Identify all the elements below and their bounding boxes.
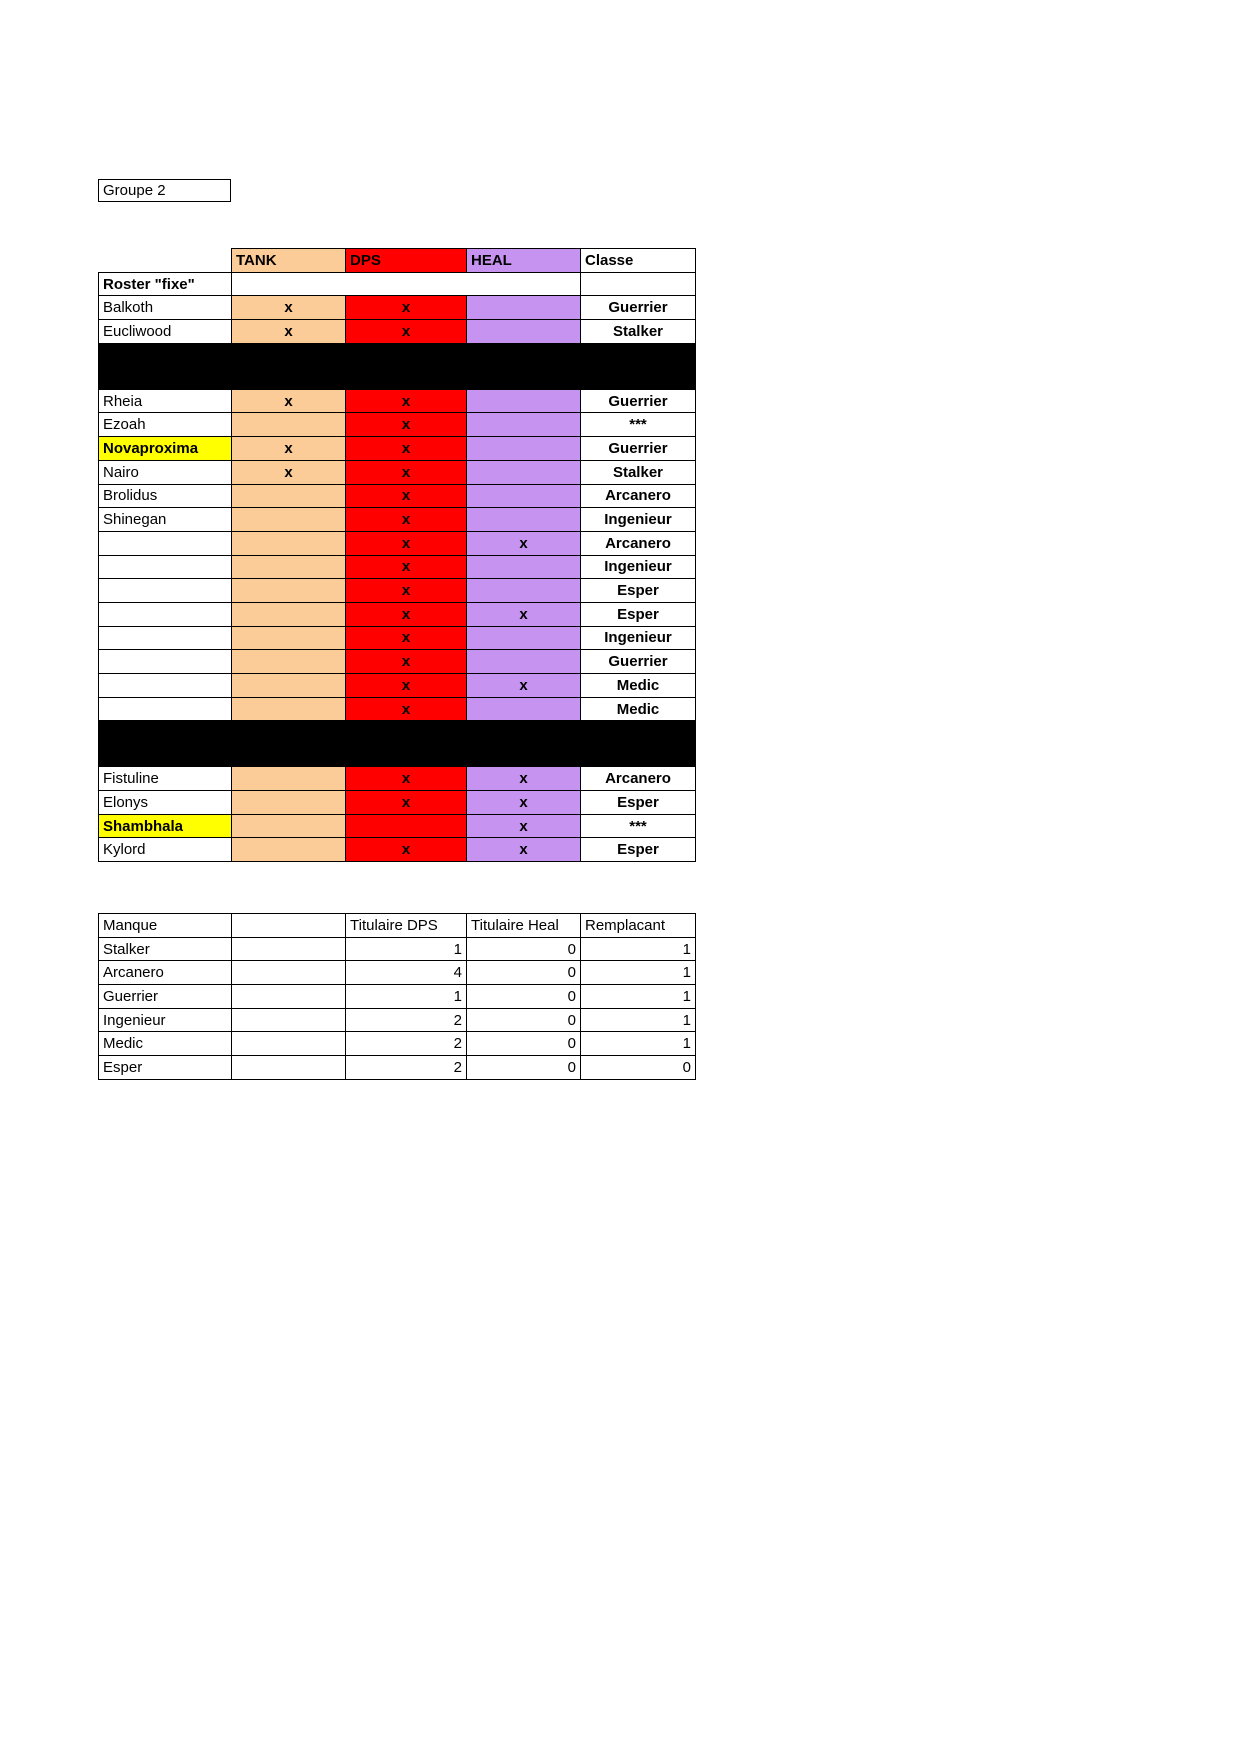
heal-mark-cell	[467, 389, 581, 413]
dps-mark-cell: x	[346, 296, 467, 320]
player-name-cell: Novaproxima	[99, 437, 232, 461]
classe-value-cell: Ingenieur	[581, 626, 696, 650]
redacted-row	[99, 721, 696, 767]
classe-value-cell: Guerrier	[581, 296, 696, 320]
header-tank: TANK	[232, 249, 346, 273]
classe-value-cell: Guerrier	[581, 437, 696, 461]
heal-mark-cell	[467, 508, 581, 532]
manque-class-cell: Guerrier	[99, 985, 232, 1009]
tank-mark-cell: x	[232, 389, 346, 413]
classe-value-cell: Medic	[581, 674, 696, 698]
heal-mark-cell	[467, 320, 581, 344]
heal-mark-cell	[467, 555, 581, 579]
dps-mark-cell: x	[346, 602, 467, 626]
dps-mark-cell: x	[346, 460, 467, 484]
manque-row	[99, 1056, 696, 1080]
heal-mark-cell: x	[467, 791, 581, 815]
player-name-cell: Rheia	[99, 389, 232, 413]
remplacant-cell: 1	[581, 985, 696, 1009]
header-heal: HEAL	[467, 249, 581, 273]
dps-mark-cell: x	[346, 626, 467, 650]
manque-table	[98, 913, 696, 1080]
player-name-cell	[99, 626, 232, 650]
classe-value-cell: Esper	[581, 602, 696, 626]
tank-mark-cell	[232, 531, 346, 555]
roster-player-row	[99, 460, 696, 484]
classe-value-cell: Esper	[581, 838, 696, 862]
dps-mark-cell	[346, 814, 467, 838]
roster-player-row	[99, 484, 696, 508]
tank-mark-cell	[232, 626, 346, 650]
titulaire-heal-cell: 0	[467, 1008, 581, 1032]
manque-class-cell: Stalker	[99, 937, 232, 961]
manque-header-titulaire-dps: Titulaire DPS	[346, 914, 467, 938]
tank-mark-cell	[232, 508, 346, 532]
heal-mark-cell	[467, 296, 581, 320]
dps-mark-cell: x	[346, 650, 467, 674]
player-name-cell: Balkoth	[99, 296, 232, 320]
tank-mark-cell	[232, 674, 346, 698]
manque-row	[99, 1032, 696, 1056]
header-classe: Classe	[581, 249, 696, 273]
roster-player-row	[99, 555, 696, 579]
manque-class-cell: Esper	[99, 1056, 232, 1080]
classe-value-cell: Guerrier	[581, 650, 696, 674]
roster-player-row	[99, 579, 696, 603]
titulaire-dps-cell: 4	[346, 961, 467, 985]
classe-value-cell: Arcanero	[581, 767, 696, 791]
redacted-cell	[99, 343, 696, 389]
dps-mark-cell: x	[346, 791, 467, 815]
roster-table	[98, 248, 696, 862]
player-name-cell	[99, 650, 232, 674]
tank-mark-cell	[232, 555, 346, 579]
player-name-cell	[99, 579, 232, 603]
remplacant-cell: 1	[581, 1032, 696, 1056]
player-name-cell: Shinegan	[99, 508, 232, 532]
dps-mark-cell: x	[346, 579, 467, 603]
classe-value-cell: Esper	[581, 791, 696, 815]
roster-player-row	[99, 791, 696, 815]
tank-mark-cell: x	[232, 437, 346, 461]
classe-value-cell: Stalker	[581, 460, 696, 484]
player-name-cell: Kylord	[99, 838, 232, 862]
classe-value-cell: Esper	[581, 579, 696, 603]
dps-mark-cell: x	[346, 413, 467, 437]
manque-class-cell: Arcanero	[99, 961, 232, 985]
heal-mark-cell	[467, 437, 581, 461]
manque-row	[99, 961, 696, 985]
classe-value-cell: ***	[581, 814, 696, 838]
dps-mark-cell: x	[346, 674, 467, 698]
tank-mark-cell	[232, 650, 346, 674]
manque-row	[99, 937, 696, 961]
tank-mark-cell	[232, 579, 346, 603]
remplacant-cell: 1	[581, 937, 696, 961]
group-title-box: Groupe 2	[98, 179, 231, 202]
tank-mark-cell	[232, 838, 346, 862]
manque-header-empty	[232, 914, 346, 938]
heal-mark-cell	[467, 650, 581, 674]
roster-player-row	[99, 674, 696, 698]
heal-mark-cell: x	[467, 531, 581, 555]
heal-mark-cell	[467, 460, 581, 484]
player-name-cell	[99, 531, 232, 555]
heal-mark-cell	[467, 484, 581, 508]
player-name-cell: Eucliwood	[99, 320, 232, 344]
heal-mark-cell	[467, 626, 581, 650]
manque-empty-cell	[232, 1008, 346, 1032]
classe-value-cell: Ingenieur	[581, 555, 696, 579]
redacted-cell	[99, 721, 696, 767]
titulaire-dps-cell: 2	[346, 1008, 467, 1032]
section-label-cell: Roster "fixe"	[99, 272, 232, 296]
tank-mark-cell	[232, 697, 346, 721]
heal-mark-cell: x	[467, 602, 581, 626]
dps-mark-cell: x	[346, 838, 467, 862]
titulaire-dps-cell: 2	[346, 1032, 467, 1056]
player-name-cell: Nairo	[99, 460, 232, 484]
player-name-cell: Ezoah	[99, 413, 232, 437]
roster-player-row	[99, 413, 696, 437]
dps-mark-cell: x	[346, 555, 467, 579]
manque-empty-cell	[232, 985, 346, 1009]
dps-mark-cell: x	[346, 437, 467, 461]
tank-mark-cell	[232, 791, 346, 815]
tank-mark-cell	[232, 814, 346, 838]
dps-mark-cell: x	[346, 389, 467, 413]
dps-mark-cell: x	[346, 508, 467, 532]
roster-header-row	[99, 249, 696, 273]
roster-player-row	[99, 296, 696, 320]
titulaire-dps-cell: 2	[346, 1056, 467, 1080]
roster-player-row	[99, 650, 696, 674]
titulaire-heal-cell: 0	[467, 961, 581, 985]
manque-empty-cell	[232, 1032, 346, 1056]
classe-value-cell: Arcanero	[581, 531, 696, 555]
classe-value-cell: Arcanero	[581, 484, 696, 508]
titulaire-heal-cell: 0	[467, 1032, 581, 1056]
remplacant-cell: 0	[581, 1056, 696, 1080]
remplacant-cell: 1	[581, 961, 696, 985]
tank-mark-cell: x	[232, 320, 346, 344]
header-dps: DPS	[346, 249, 467, 273]
heal-mark-cell: x	[467, 838, 581, 862]
roster-player-row	[99, 814, 696, 838]
player-name-cell: Fistuline	[99, 767, 232, 791]
roster-player-row	[99, 437, 696, 461]
roster-player-row	[99, 508, 696, 532]
player-name-cell	[99, 674, 232, 698]
header-empty-cell	[99, 249, 232, 273]
manque-header-row	[99, 914, 696, 938]
player-name-cell	[99, 555, 232, 579]
player-name-cell: Shambhala	[99, 814, 232, 838]
manque-header-label: Manque	[99, 914, 232, 938]
roster-player-row	[99, 767, 696, 791]
classe-value-cell: Ingenieur	[581, 508, 696, 532]
heal-mark-cell	[467, 579, 581, 603]
manque-header-remplacant: Remplacant	[581, 914, 696, 938]
classe-value-cell: Medic	[581, 697, 696, 721]
tank-mark-cell: x	[232, 460, 346, 484]
manque-row	[99, 1008, 696, 1032]
manque-row	[99, 985, 696, 1009]
heal-mark-cell: x	[467, 814, 581, 838]
manque-header-titulaire-heal: Titulaire Heal	[467, 914, 581, 938]
manque-empty-cell	[232, 1056, 346, 1080]
player-name-cell: Elonys	[99, 791, 232, 815]
roster-player-row	[99, 697, 696, 721]
player-name-cell: Brolidus	[99, 484, 232, 508]
tank-mark-cell	[232, 602, 346, 626]
titulaire-dps-cell: 1	[346, 985, 467, 1009]
roster-section-row	[99, 272, 696, 296]
roster-player-row	[99, 389, 696, 413]
dps-mark-cell: x	[346, 320, 467, 344]
heal-mark-cell: x	[467, 767, 581, 791]
classe-value-cell: Stalker	[581, 320, 696, 344]
tank-mark-cell	[232, 413, 346, 437]
tank-mark-cell: x	[232, 296, 346, 320]
dps-mark-cell: x	[346, 767, 467, 791]
manque-empty-cell	[232, 937, 346, 961]
roster-player-row	[99, 626, 696, 650]
redacted-row	[99, 343, 696, 389]
remplacant-cell: 1	[581, 1008, 696, 1032]
classe-value-cell: Guerrier	[581, 389, 696, 413]
classe-value-cell: ***	[581, 413, 696, 437]
tank-mark-cell	[232, 484, 346, 508]
player-name-cell	[99, 602, 232, 626]
titulaire-heal-cell: 0	[467, 985, 581, 1009]
player-name-cell	[99, 697, 232, 721]
manque-empty-cell	[232, 961, 346, 985]
heal-mark-cell: x	[467, 674, 581, 698]
section-empty-roles-cell	[232, 272, 581, 296]
roster-player-row	[99, 320, 696, 344]
manque-class-cell: Ingenieur	[99, 1008, 232, 1032]
tank-mark-cell	[232, 767, 346, 791]
dps-mark-cell: x	[346, 531, 467, 555]
heal-mark-cell	[467, 697, 581, 721]
titulaire-heal-cell: 0	[467, 1056, 581, 1080]
roster-player-row	[99, 602, 696, 626]
heal-mark-cell	[467, 413, 581, 437]
roster-player-row	[99, 531, 696, 555]
titulaire-heal-cell: 0	[467, 937, 581, 961]
dps-mark-cell: x	[346, 697, 467, 721]
roster-player-row	[99, 838, 696, 862]
section-classe-cell	[581, 272, 696, 296]
manque-class-cell: Medic	[99, 1032, 232, 1056]
dps-mark-cell: x	[346, 484, 467, 508]
titulaire-dps-cell: 1	[346, 937, 467, 961]
